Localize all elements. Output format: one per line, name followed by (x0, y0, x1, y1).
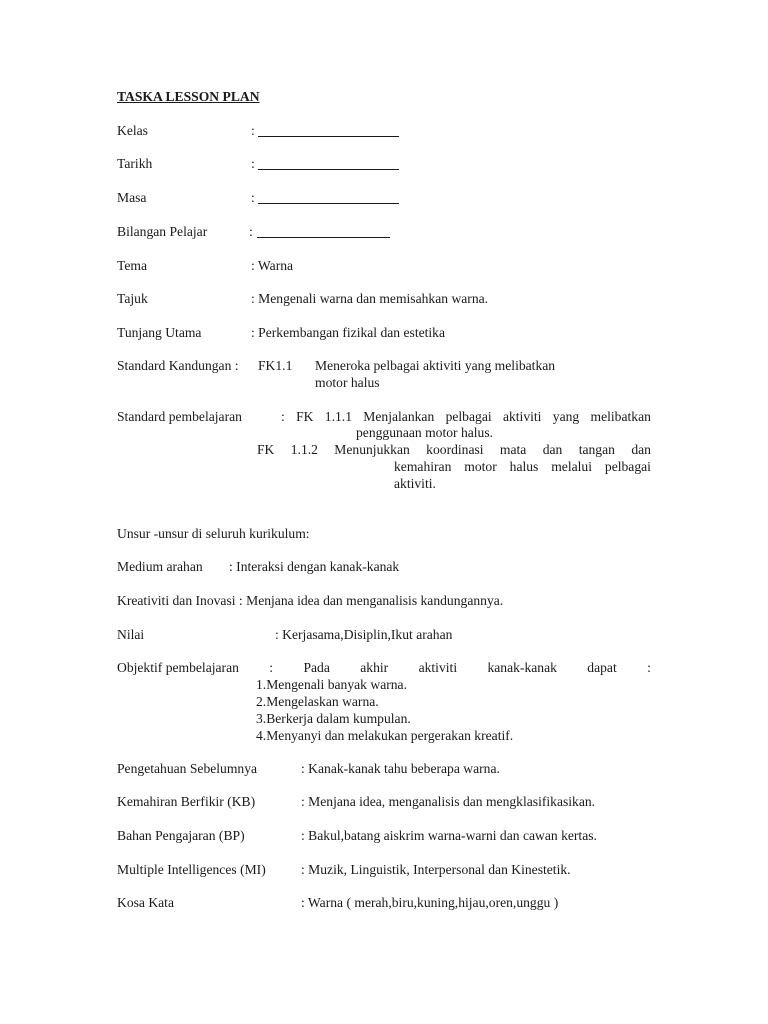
sp-item1-word: : (281, 409, 285, 424)
tema-label: Tema (117, 258, 147, 273)
objektif-item: 1.Mengenali banyak warna. (256, 677, 407, 692)
objektif-item: 2.Mengelaskan warna. (256, 694, 379, 709)
standard-pembelajaran-item2 (257, 441, 651, 458)
mi-label: Multiple Intelligences (MI) (117, 862, 266, 877)
medium-label: Medium arahan (117, 559, 203, 574)
tarikh-blank-line[interactable] (258, 169, 399, 170)
masa-blank-line[interactable] (258, 203, 399, 204)
bp-label: Bahan Pengajaran (BP) (117, 828, 245, 843)
bilangan-label: Bilangan Pelajar (117, 224, 208, 239)
tunjang-label: Tunjang Utama (117, 325, 202, 340)
kb-label: Kemahiran Berfikir (KB) (117, 794, 256, 809)
objektif-word: Pada (303, 660, 330, 675)
objektif-word: : (647, 660, 651, 675)
objektif-word: kanak-kanak (487, 660, 557, 675)
objektif-word: akhir (360, 660, 389, 675)
sp-item2-word: mata (499, 442, 527, 457)
sp-item2-word: FK (257, 442, 275, 457)
unsur-heading: Unsur -unsur di seluruh kurikulum: (117, 526, 310, 541)
sp-item2-word: tangan (578, 442, 615, 457)
sp-item2-line2-word: pelbagai (604, 459, 651, 474)
sp-item2-word: dan (631, 442, 651, 457)
sp-item1-word: aktiviti (502, 409, 542, 424)
sp-item1-word: Menjalankan (363, 409, 435, 424)
pengetahuan-value: : Kanak-kanak tahu beberapa warna. (301, 761, 500, 776)
masa-separator: : (251, 190, 255, 205)
tunjang-value: : Perkembangan fizikal dan estetika (251, 325, 446, 340)
standard-kandungan-line2: motor halus (315, 375, 380, 390)
sp-item2-line2-word: halus (509, 459, 539, 474)
kb-value: : Menjana idea, menganalisis dan mengklasifikasikan. (301, 794, 596, 809)
tarikh-separator: : (251, 156, 255, 171)
standard-kandungan-code: FK1.1 (258, 358, 293, 373)
tajuk-label: Tajuk (117, 291, 148, 306)
standard-kandungan-label: Standard Kandungan : (117, 358, 239, 373)
standard-pembelajaran-item2-line2 (394, 458, 651, 475)
objektif-line (117, 659, 651, 676)
kosa-value: : Warna ( merah,biru,kuning,hijau,oren,unggu ) (301, 895, 559, 910)
kreativiti-line: Kreativiti dan Inovasi : Menjana idea dan menganalisis kandungannya. (117, 593, 504, 608)
standard-pembelajaran-item1 (281, 408, 651, 425)
standard-pembelajaran-label: Standard pembelajaran (117, 409, 242, 424)
sp-item1-word: yang (552, 409, 580, 424)
mi-value: : Muzik, Linguistik, Interpersonal dan Kinestetik. (301, 862, 571, 877)
nilai-label: Nilai (117, 627, 145, 642)
tarikh-label: Tarikh (117, 156, 153, 171)
objektif-item: 3.Berkerja dalam kumpulan. (256, 711, 411, 726)
bp-value: : Bakul,batang aiskrim warna-warni dan cawan kertas. (301, 828, 597, 843)
objektif-word: aktiviti (418, 660, 458, 675)
pengetahuan-label: Pengetahuan Sebelumnya (117, 761, 258, 776)
nilai-value: : Kerjasama,Disiplin,Ikut arahan (275, 627, 453, 642)
sp-item1-word: 1.1.1 (324, 409, 352, 424)
kelas-blank-line[interactable] (258, 136, 399, 137)
page-title: TASKA LESSON PLAN (117, 89, 260, 104)
objektif-word: : (269, 660, 274, 675)
sp-item2-word: dan (542, 442, 563, 457)
sp-item1-word: pelbagai (445, 409, 492, 424)
sp-item1-word: FK (296, 409, 314, 424)
bilangan-separator: : (249, 224, 253, 239)
sp-item2-word: Menunjukkan (334, 442, 410, 457)
masa-label: Masa (117, 190, 147, 205)
kelas-label: Kelas (117, 123, 148, 138)
sp-item1-word: melibatkan (590, 409, 651, 424)
standard-pembelajaran-item1-line2: penggunaan motor halus. (356, 425, 494, 440)
medium-value: : Interaksi dengan kanak-kanak (229, 559, 400, 574)
sp-item2-line2-word: motor (464, 459, 497, 474)
sp-item2-line2-word: melalui (551, 459, 593, 474)
standard-kandungan-line1: Meneroka pelbagai aktiviti yang melibatkan (315, 358, 556, 373)
kelas-separator: : (251, 123, 255, 138)
bilangan-blank-line[interactable] (257, 237, 390, 238)
tema-value: : Warna (251, 258, 294, 273)
objektif-word: Objektif pembelajaran (117, 660, 239, 675)
tajuk-value: : Mengenali warna dan memisahkan warna. (251, 291, 489, 306)
sp-item2-line2-word: kemahiran (394, 459, 452, 474)
sp-item2-word: koordinasi (426, 442, 484, 457)
objektif-item: 4.Menyanyi dan melakukan pergerakan kreatif. (256, 728, 514, 743)
sp-item2-word: 1.1.2 (290, 442, 318, 457)
kosa-label: Kosa Kata (117, 895, 174, 910)
objektif-word: dapat (587, 660, 617, 675)
standard-pembelajaran-item2-line3: aktiviti. (394, 476, 436, 491)
